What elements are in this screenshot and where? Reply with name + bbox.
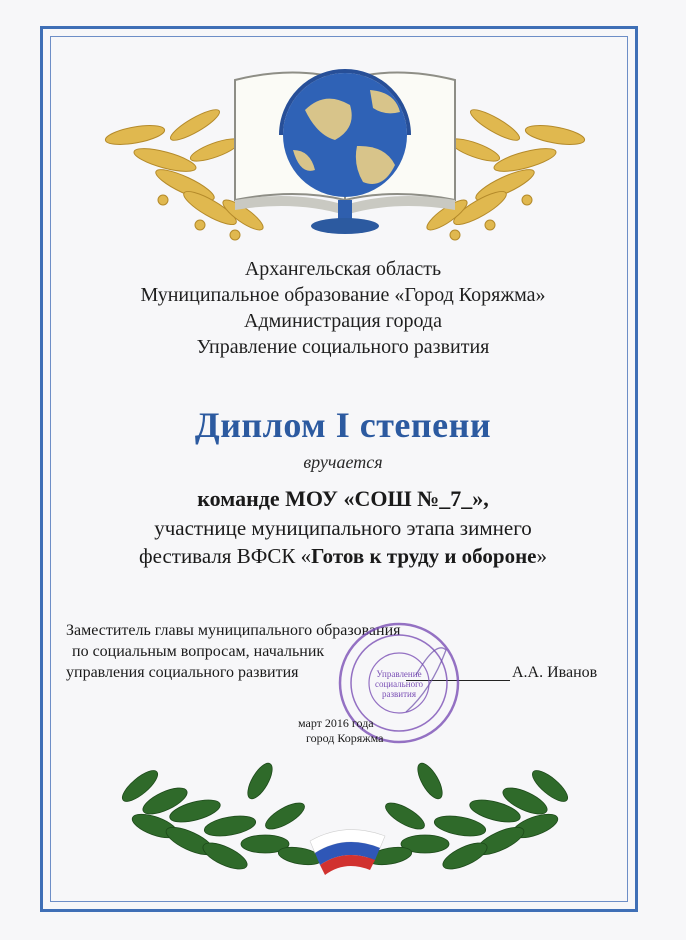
award-description <box>60 514 626 570</box>
recipient-team: команде МОУ «СОШ №_7_», <box>197 486 489 511</box>
administration-name: Администрация города <box>244 310 442 332</box>
signer-position-line-2: по социальным вопросам, начальник <box>72 643 325 660</box>
stamp-text-1: Управление <box>376 669 422 679</box>
festival-suffix: » <box>536 544 547 568</box>
department-name: Управление социального развития <box>196 336 490 358</box>
issue-place-date <box>298 716 438 746</box>
diploma-title: Диплом I степени <box>194 405 492 445</box>
signer-position-line-1: Заместитель главы муниципального образования <box>66 622 401 639</box>
issuer-header <box>60 256 626 360</box>
festival-name: Готов к труду и обороне <box>311 544 537 568</box>
issue-city: город Коряжма <box>306 731 384 745</box>
issue-date: март 2016 года <box>298 716 374 730</box>
signer-position-line-3: управления социального развития <box>66 664 299 681</box>
book-globe-emblem <box>95 50 595 255</box>
laurel-ribbon-ornament <box>110 756 580 881</box>
awarded-to-label: вручается <box>303 452 383 472</box>
municipality-name: Муниципальное образование «Город Коряжма» <box>140 284 546 306</box>
stamp-text-2: социального <box>374 679 424 689</box>
description-line-1: участнице муниципального этапа зимнего <box>154 516 532 540</box>
region-name: Архангельская область <box>244 258 442 280</box>
signer-name: А.А. Иванов <box>512 664 598 681</box>
description-line-2 <box>60 542 626 570</box>
festival-prefix: фестиваля ВФСК « <box>139 544 312 568</box>
stamp-text-3: развития <box>381 689 417 699</box>
